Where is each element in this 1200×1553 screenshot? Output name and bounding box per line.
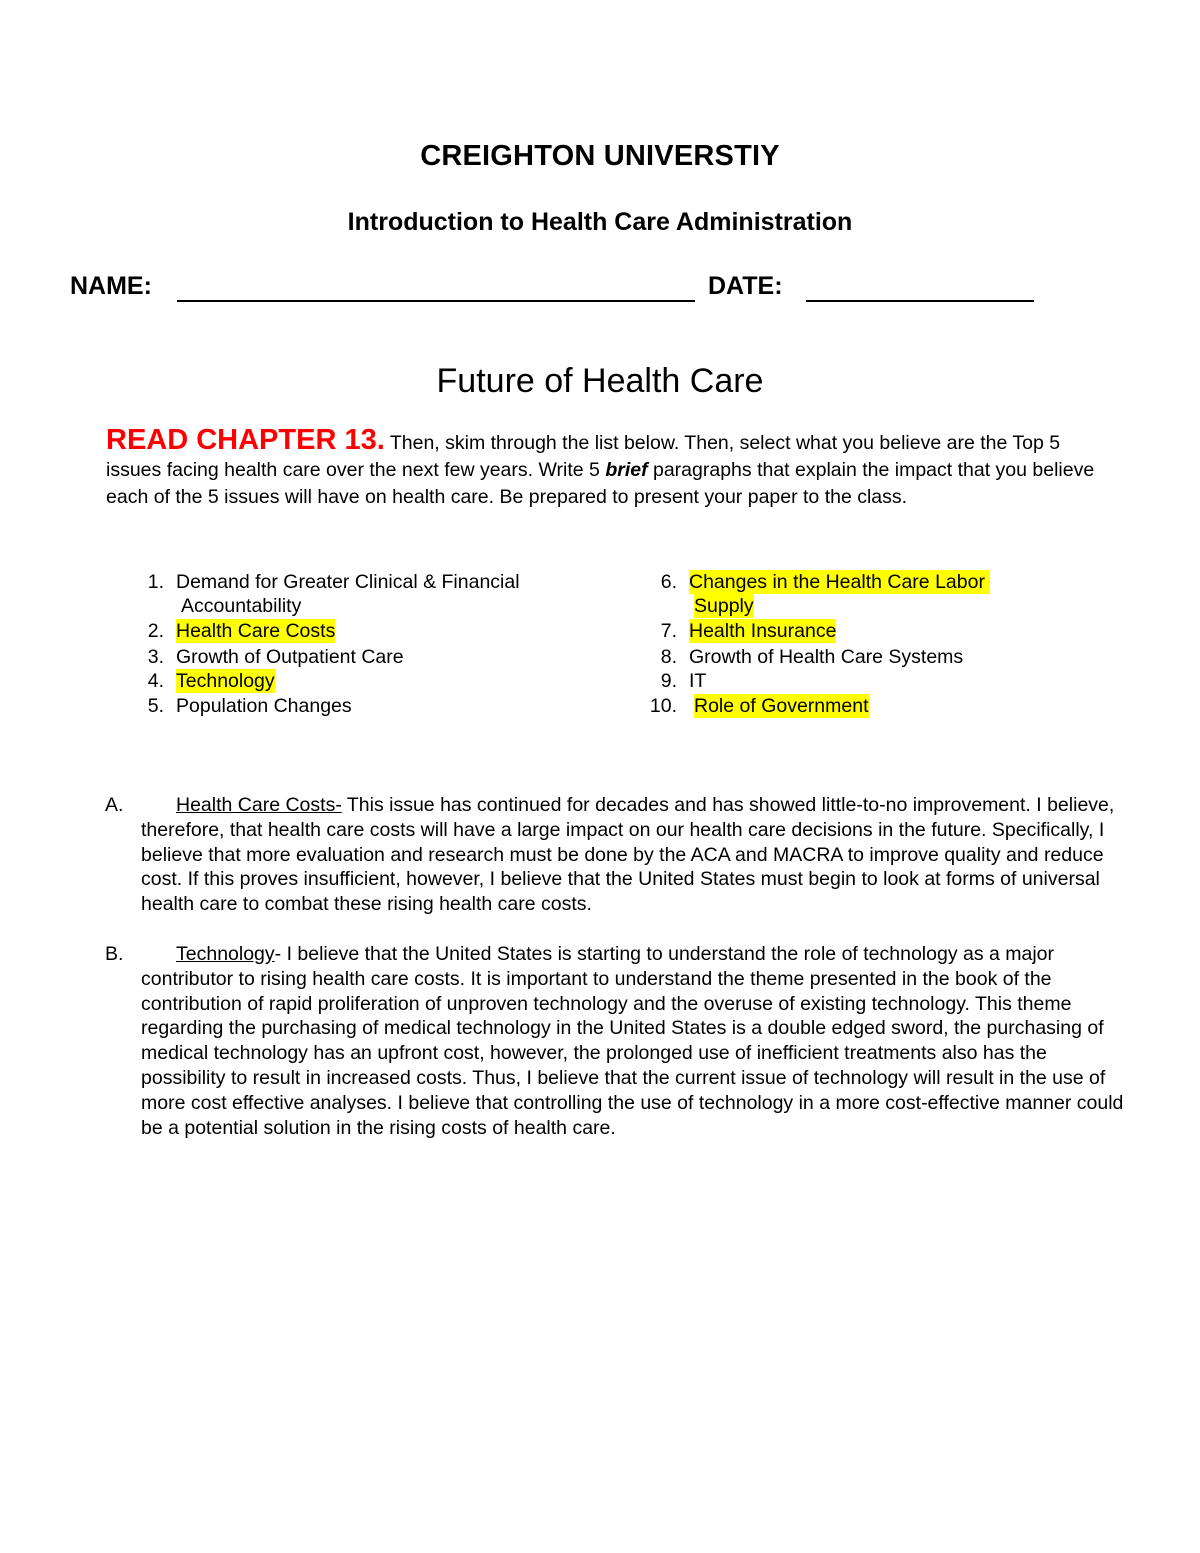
list-item-number: 6.: [660, 571, 677, 593]
name-label: NAME:: [70, 272, 152, 300]
list-item-text: Changes in the Health Care Labor: [689, 571, 991, 593]
answer-body: [141, 793, 1133, 917]
instructions-text-1: Then, skim through the list below. Then, select what you believe are the Top 5 issues facing health care over the next few years. Write 5: [106, 432, 1061, 481]
list-item-text: Population Changes: [176, 695, 352, 717]
list-item-number: 7.: [660, 620, 677, 642]
list-item-text: Health Care Costs: [176, 620, 336, 642]
date-label: DATE:: [708, 272, 783, 300]
list-item-number: 8.: [660, 646, 677, 668]
name-blank-line: [177, 300, 695, 302]
list-item-text: Health Insurance: [689, 620, 837, 642]
list-item-number: 10.: [649, 695, 677, 717]
instructions-paragraph: [106, 424, 1116, 511]
list-item-number: 5.: [147, 695, 164, 717]
list-item-text: Demand for Greater Clinical & Financial: [176, 571, 520, 593]
instructions-brief: brief: [605, 459, 648, 481]
page-title: Future of Health Care: [436, 362, 764, 400]
answer-title: Technology: [176, 943, 275, 965]
answer-text: This issue has continued for decades and has showed little-to-no improvement. I believe, therefore, that health care costs will have a large impact on our health care decisions in the future. Specifically, I believe that more evaluation and research must be done by the ACA and MACRA to improve quality and reduce cost. If this proves insufficient, however, I believe that the United States must begin to look at forms of universal health care to combat these rising health care costs.: [141, 794, 1115, 916]
read-chapter-heading: READ CHAPTER 13.: [106, 424, 385, 456]
list-item-text-continued: Accountability: [181, 595, 302, 617]
answer-letter: A.: [105, 794, 124, 816]
date-blank-line: [806, 300, 1034, 302]
answer-letter: B.: [105, 943, 124, 965]
answer-title: Health Care Costs-: [176, 794, 342, 816]
answer-body: [141, 942, 1133, 1140]
list-item-number: 9.: [660, 670, 677, 692]
university-name: CREIGHTON UNIVERSTIY: [420, 140, 780, 172]
list-item-number: 2.: [147, 620, 164, 642]
list-item-text-continued: Supply: [694, 595, 754, 617]
list-item-text: Growth of Outpatient Care: [176, 646, 404, 668]
instructions-text-2: paragraphs that explain the impact that you believe each of the 5 issues will have on health care. Be prepared to present your paper to the class.: [106, 459, 1095, 508]
list-item-text: Role of Government: [694, 695, 869, 717]
list-item-number: 4.: [147, 670, 164, 692]
list-item-text: Growth of Health Care Systems: [689, 646, 964, 668]
answer-text: - I believe that the United States is starting to understand the role of technology as a major contributor to rising health care costs. It is important to understand the theme presented in the book of the contribution of rapid proliferation of unproven technology and the overuse of existing technology. This theme regarding the purchasing of medical technology in the United States is a double edged sword, the purchasing of medical technology has an upfront cost, however, the prolonged use of inefficient treatments also has the possibility to result in increased costs. Thus, I believe that the current issue of technology will result in the use of more cost effective analyses. I believe that controlling the use of technology in a more cost-effective manner could be a potential solution in the rising costs of health care.: [141, 943, 1124, 1139]
list-item-text: IT: [689, 670, 707, 692]
list-item-text: Technology: [176, 670, 275, 692]
list-item-number: 3.: [147, 646, 164, 668]
list-item-number: 1.: [147, 571, 164, 593]
course-title: Introduction to Health Care Administration: [347, 208, 853, 236]
